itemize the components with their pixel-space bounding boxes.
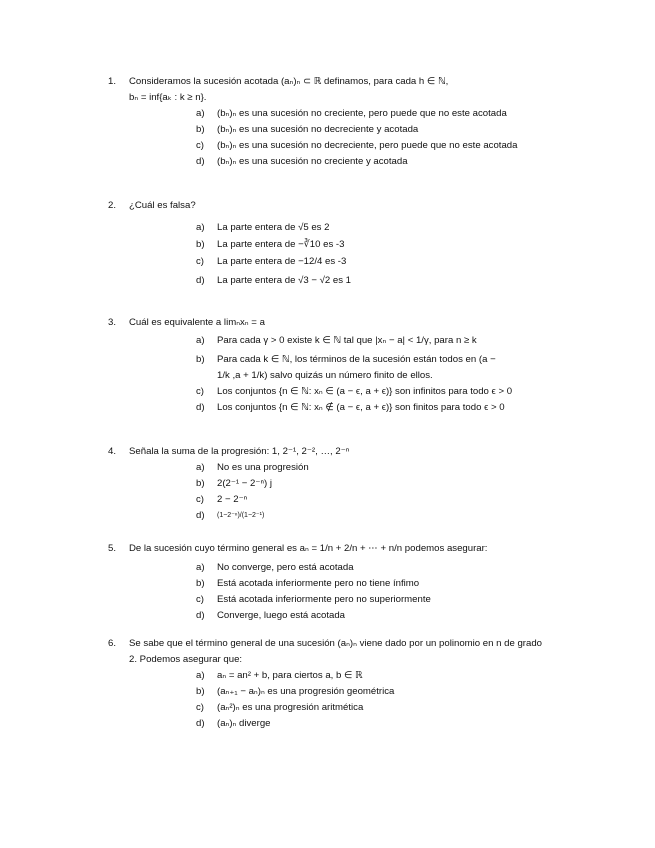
question-6: [0, 636, 655, 732]
option-d: [0, 154, 655, 170]
option-label: d): [196, 510, 205, 521]
question-text-continued: 2. Podemos asegurar que:: [129, 654, 243, 665]
option-text: Para cada γ > 0 existe k ∈ ℕ tal que |xₙ − a| < 1/γ, para n ≥ k: [217, 335, 477, 346]
option-text: (bₙ)ₙ es una sucesión no creciente y acotada: [217, 156, 408, 167]
option-label: b): [196, 578, 205, 589]
option-text: (bₙ)ₙ es una sucesión no decreciente, pero puede que no este acotada: [217, 140, 518, 151]
option-label: c): [196, 386, 204, 397]
option-b: [0, 237, 655, 254]
option-a: [0, 220, 655, 237]
option-text: La parte entera de √3 − √2 es 1: [217, 275, 352, 286]
option-text: Está acotada inferiormente pero no tiene ínfimo: [217, 578, 420, 589]
option-d: [0, 508, 655, 528]
option-d: [0, 608, 655, 624]
option-d: [0, 273, 655, 290]
option-b: [0, 122, 655, 138]
option-c: [0, 592, 655, 608]
option-text: (aₙ)ₙ diverge: [217, 718, 271, 729]
question-line: [0, 444, 655, 460]
option-label: d): [196, 402, 205, 413]
question-line: [0, 198, 655, 214]
option-label: a): [196, 462, 205, 473]
question-4: [0, 444, 655, 528]
option-label: d): [196, 156, 205, 167]
question-text: De la sucesión cuyo término general es aₙ = 1/n + 2/n + ⋯ + n/n podemos asegurar:: [129, 543, 488, 554]
option-label: a): [196, 562, 205, 573]
question-3: [0, 315, 655, 416]
question-2: [0, 198, 655, 290]
option-label: b): [196, 686, 205, 697]
option-a: [0, 333, 655, 352]
question-text: Se sabe que el término general de una sucesión (aₙ)ₙ viene dado por un polinomio en n de grado: [129, 638, 542, 649]
option-text: La parte entera de −12/4 es -3: [217, 256, 347, 267]
option-text: (aₙ₊₁ − aₙ)ₙ es una progresión geométrica: [217, 686, 395, 697]
option-c: [0, 492, 655, 508]
question-number: 2.: [108, 200, 117, 211]
question-number: 6.: [108, 638, 117, 649]
option-a: [0, 668, 655, 684]
question-text: Cuál es equivalente a limₙxₙ = a: [129, 317, 265, 328]
question-text: Señala la suma de la progresión: 1, 2⁻¹, 2⁻², …, 2⁻ⁿ: [129, 446, 350, 457]
option-label: c): [196, 594, 204, 605]
option-label: b): [196, 354, 205, 365]
option-label: a): [196, 108, 205, 119]
option-text: (1−2⁻ⁿ)/(1−2⁻¹): [217, 512, 265, 519]
option-text: Está acotada inferiormente pero no superiormente: [217, 594, 431, 605]
question-number: 5.: [108, 543, 117, 554]
option-b: [0, 476, 655, 492]
option-b: [0, 352, 655, 368]
option-b-continued: [0, 368, 655, 384]
question-text-continued: bₙ = inf{aₖ : k ≥ n}.: [129, 92, 207, 103]
option-text: 2 − 2⁻ⁿ: [217, 494, 248, 505]
option-b: [0, 576, 655, 592]
option-text: (aₙ²)ₙ es una progresión aritmética: [217, 702, 364, 713]
option-text: No es una progresión: [217, 462, 309, 473]
question-5: [0, 541, 655, 624]
option-label: d): [196, 275, 205, 286]
option-text: No converge, pero está acotada: [217, 562, 354, 573]
option-label: b): [196, 124, 205, 135]
question-number: 1.: [108, 76, 117, 87]
question-1: [0, 74, 655, 170]
option-a: [0, 106, 655, 122]
option-text: (bₙ)ₙ es una sucesión no decreciente y acotada: [217, 124, 419, 135]
option-label: d): [196, 718, 205, 729]
option-label: b): [196, 239, 205, 250]
option-label: c): [196, 140, 204, 151]
question-number: 3.: [108, 317, 117, 328]
option-a: [0, 460, 655, 476]
option-text: La parte entera de √5 es 2: [217, 222, 330, 233]
question-line: [0, 652, 655, 668]
option-text: La parte entera de −∛10 es -3: [217, 239, 345, 250]
option-label: d): [196, 610, 205, 621]
option-text: Converge, luego está acotada: [217, 610, 346, 621]
option-label: a): [196, 222, 205, 233]
option-text: aₙ = an² + b, para ciertos a, b ∈ ℝ: [217, 670, 363, 681]
option-c: [0, 384, 655, 400]
option-c: [0, 254, 655, 273]
option-a: [0, 560, 655, 576]
option-d: [0, 400, 655, 416]
option-c: [0, 138, 655, 154]
option-text: Los conjuntos {n ∈ ℕ: xₙ ∉ (a − ϵ, a + ϵ)} son finitos para todo ϵ > 0: [217, 402, 505, 413]
option-text: (bₙ)ₙ es una sucesión no creciente, pero puede que no este acotada: [217, 108, 507, 119]
option-label: a): [196, 335, 205, 346]
option-label: c): [196, 702, 204, 713]
question-number: 4.: [108, 446, 117, 457]
option-label: c): [196, 494, 204, 505]
question-line: [0, 315, 655, 331]
option-text: Los conjuntos {n ∈ ℕ: xₙ ∈ (a − ϵ, a + ϵ)} son infinitos para todo ϵ > 0: [217, 386, 513, 397]
question-line: [0, 90, 655, 106]
option-b: [0, 684, 655, 700]
option-text: Para cada k ∈ ℕ, los términos de la sucesión están todos en (a −: [217, 354, 496, 365]
option-label: a): [196, 670, 205, 681]
option-text-continued: 1/k ,a + 1/k) salvo quizás un número finito de ellos.: [217, 370, 433, 381]
option-label: b): [196, 478, 205, 489]
option-label: c): [196, 256, 204, 267]
question-line: [0, 541, 655, 560]
option-d: [0, 716, 655, 732]
question-line: [0, 74, 655, 90]
option-c: [0, 700, 655, 716]
question-text: ¿Cuál es falsa?: [129, 200, 196, 211]
question-line: [0, 636, 655, 652]
option-text: 2(2⁻¹ − 2⁻ⁿ) j: [217, 478, 272, 489]
question-text: Consideramos la sucesión acotada (aₙ)ₙ ⊂ ℝ definamos, para cada h ∈ ℕ,: [129, 76, 449, 87]
